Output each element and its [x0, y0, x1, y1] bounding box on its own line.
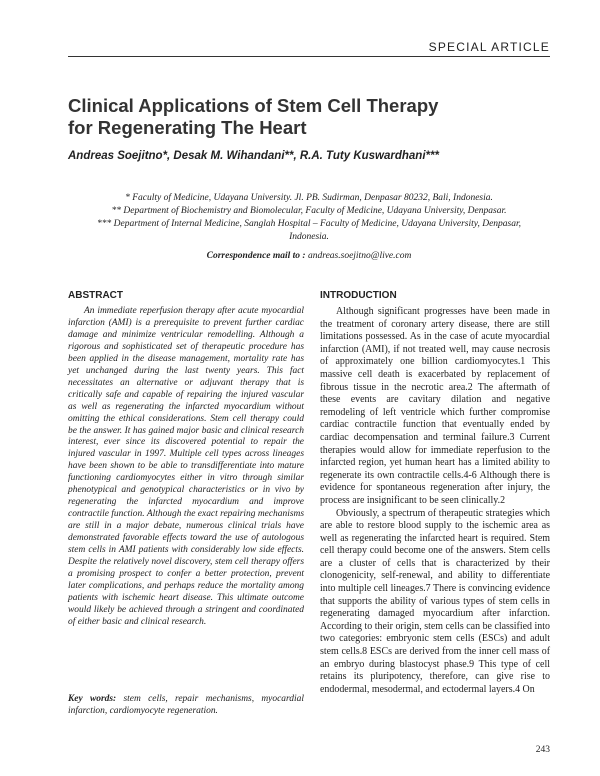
- affiliation-3: *** Department of Internal Medicine, Sanglah Hospital – Faculty of Medicine, Udayana University, Denpasar, Indonesia.: [97, 219, 521, 242]
- title-line-2: for Regenerating The Heart: [68, 117, 307, 138]
- introduction-paragraph-2: Obviously, a spectrum of therapeutic strategies which are able to restore blood supply to the ischemic area as well as regenerating the infarcted heart is required. Stem cell therapy could become one of the answers. Stem cells are a cluster of cells that is characterized by their clonogenicity, self-renewal, and ability to differentiate into multiple cell lineages.7 There is convincing evidence that supports the ability of various types of stem cells in regenerating damaged myocardium after infarction. According to their origin, stem cells can be classified into two categories: embryonic stem cells (ESCs) and adult stem cells.8 ESCs are derived from the inner cell mass of an embryo during blastocyst phase.9 This type of cell retains its pluripotency, therefore, can give rise to endodermal, mesodermal, and ectodermal layers.4 On: [320, 507, 550, 695]
- keywords-label: Key words:: [68, 694, 117, 704]
- affiliations: [78, 192, 540, 244]
- introduction-heading: INTRODUCTION: [320, 290, 397, 301]
- keywords-text: stem cells, repair mechanisms, myocardial infarction, cardiomyocyte regeneration.: [68, 694, 304, 716]
- affiliation-1: * Faculty of Medicine, Udayana University. Jl. PB. Sudirman, Denpasar 80232, Bali, Indonesia.: [125, 193, 493, 203]
- correspondence-label: Correspondence mail to :: [206, 251, 306, 261]
- affiliation-2: ** Department of Biochemistry and Biomolecular, Faculty of Medicine, Udayana University, Denpasar.: [111, 206, 507, 216]
- correspondence-email[interactable]: andreas.soejitno@live.com: [307, 251, 412, 261]
- abstract-heading: ABSTRACT: [68, 290, 123, 301]
- title-line-1: Clinical Applications of Stem Cell Therapy: [68, 95, 439, 116]
- keywords: [68, 694, 304, 718]
- correspondence: [68, 251, 550, 261]
- header-rule: [68, 56, 550, 57]
- author-list: Andreas Soejitno*, Desak M. Wihandani**, R.A. Tuty Kuswardhani***: [68, 150, 439, 162]
- introduction-paragraph-1: Although significant progresses have been made in the treatment of coronary artery disease, there are still limitations possessed. As in the case of acute myocardial infarction (AMI), if not treated well, may cause necrosis of approximately one billion cardiomyocytes.1 This massive cell death is exacerbated by replacement of fibrous tissue in the necrotic area.2 The aftermath of these events are cavitary dilation and negative remodeling of left ventricle which further compromise cardiac contractile function that eventually ended by cardiac decompensation and terminal failure.3 Current therapies would allow for immediate reperfusion to the infarcted region, yet human heart has a limited ability to regenerate its own contractile cells.4-6 Although there is evidence for spontaneous regeneration after injury, the process are insignificant to be seen clinically.2: [320, 306, 550, 506]
- introduction-body: [320, 306, 550, 696]
- article-title: [68, 95, 508, 139]
- abstract-text: An immediate reperfusion therapy after acute myocardial infarction (AMI) is a prerequisite to prevent further cardiac damage and minimize ventricular remodelling. Although a rigorous and sophisticated set of therapeutic procedure has been applied in the disease management, mortality rate has yet unchanged during the last twenty years. This fact necessitates an alternative or adjuvant therapy that is critically safe and capable of repairing the injured vascular as well as regenerating the infarcted myocardium without omitting the ethical considerations. Stem cell therapy could be the answer. It has gained major basic and clinical research interest, ever since its discovered potential to repair the injured vascular in 1997. Multiple cell types across lineages have been shown to be able to transdifferentiate into mature functioning cardiomyocytes either in vitro through similar phenotypical and genotypical characteristics or in vivo by regenerating the infarcted myocardium and improve contractile function. Although the exact repairing mechanisms are still in a major debate, numerous clinical trials have demonstrated favorable effects toward the use of autologous stem cells in AMI patients with considerably low side effects. Despite the relatively novel discovery, stem cell therapy offers a promising prospect to confer a better protection, prevent later complications, and perhaps reduce the mortality among patients with ischemic heart disease. This ultimate outcome would likely be achieved through a stringent and coordinated of either basic and clinical research.: [68, 306, 304, 627]
- section-label: SPECIAL ARTICLE: [428, 40, 550, 54]
- page-number: 243: [535, 745, 550, 755]
